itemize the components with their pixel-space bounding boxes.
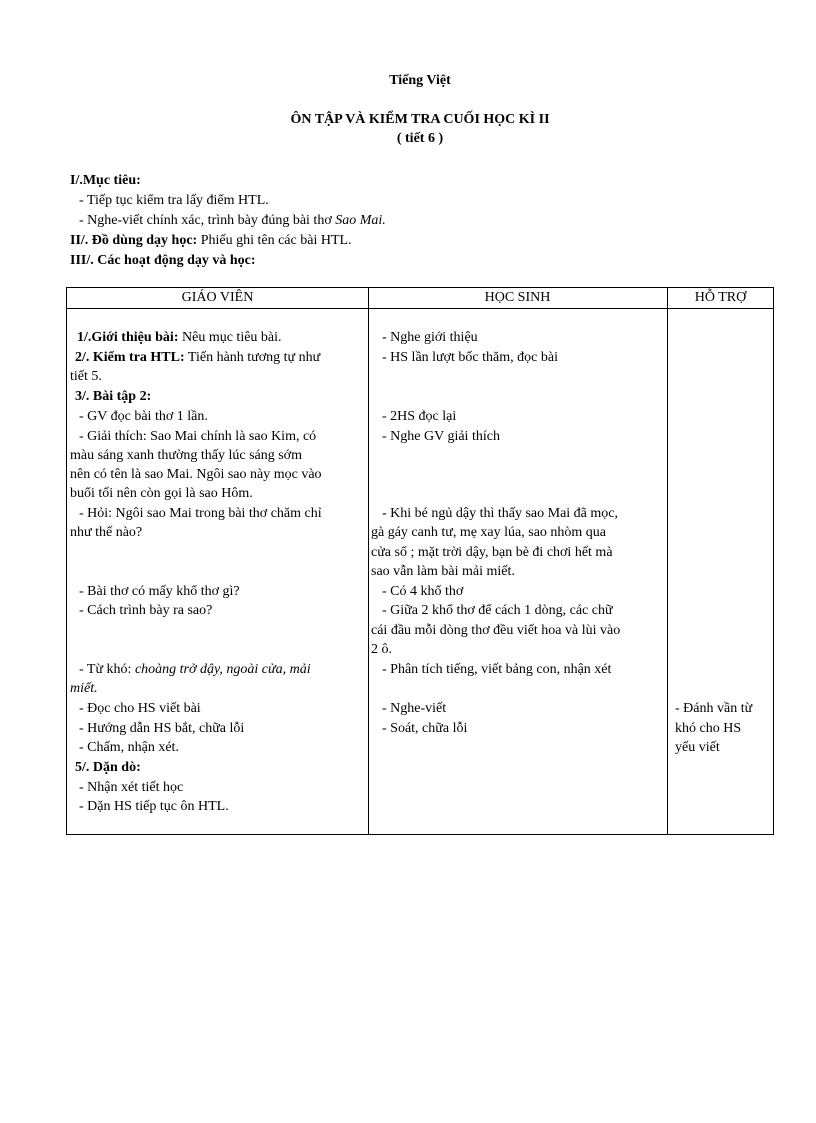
- teacher-line: buổi tối nên còn gọi là sao Hôm.: [70, 486, 253, 501]
- materials-text: Phiếu ghi tên các bài HTL.: [197, 233, 352, 248]
- teacher-line: nên có tên là sao Mai. Ngôi sao này mọc vào: [70, 467, 322, 482]
- objective-item-1: - Tiếp tục kiểm tra lấy điểm HTL.: [79, 193, 269, 208]
- section-3-heading: 3/. Bài tập 2:: [75, 389, 152, 404]
- teacher-line: [75, 348, 320, 368]
- student-line: - Khi bé ngủ dậy thì thấy sao Mai đã mọc,: [382, 506, 619, 521]
- section-5-heading: 5/. Dặn dò:: [75, 760, 141, 775]
- student-line: - Nghe GV giải thích: [382, 429, 500, 444]
- teacher-line: - Giải thích: Sao Mai chính là sao Kim, có: [79, 429, 317, 444]
- student-line: - HS lần lượt bốc thăm, đọc bài: [382, 350, 558, 365]
- materials-heading: II/. Đồ dùng dạy học:: [70, 233, 198, 248]
- section-1-text: Nêu mục tiêu bài.: [178, 330, 282, 345]
- teacher-line: - GV đọc bài thơ 1 lần.: [79, 409, 208, 424]
- teacher-line: như thế nào?: [70, 525, 143, 540]
- student-line: - Có 4 khổ thơ: [382, 584, 464, 599]
- header-divider: [67, 308, 773, 309]
- header-hoc-sinh: HỌC SINH: [484, 290, 551, 305]
- section-1-heading: 1/.Giới thiệu bài:: [77, 330, 179, 345]
- teacher-line: màu sáng xanh thường thấy lúc sáng sớm: [70, 448, 302, 463]
- difficult-words-cont: miết.: [70, 681, 98, 696]
- lesson-title: ÔN TẬP VÀ KIỂM TRA CUỐI HỌC KÌ II: [290, 112, 550, 127]
- teacher-line: - Bài thơ có mấy khổ thơ gì?: [79, 584, 240, 599]
- objectives-heading: I/.Mục tiêu:: [70, 173, 141, 188]
- student-line: - Nghe-viết: [382, 701, 447, 716]
- objective-item-2-text: - Nghe-viết chính xác, trình bày đúng bài thơ: [79, 213, 336, 228]
- teacher-line: - Dặn HS tiếp tục ôn HTL.: [79, 799, 229, 814]
- student-line: - Phân tích tiếng, viết bảng con, nhận xét: [382, 662, 612, 677]
- student-line: - Soát, chữa lỗi: [382, 721, 468, 736]
- teacher-line: [79, 660, 311, 680]
- activities-heading: III/. Các hoạt động dạy và học:: [70, 253, 256, 268]
- student-line: 2 ô.: [371, 642, 392, 657]
- teacher-line: tiết 5.: [70, 369, 102, 384]
- student-line: - Nghe giới thiệu: [382, 330, 478, 345]
- lesson-subtitle: ( tiết 6 ): [396, 131, 444, 146]
- column-divider: [368, 288, 369, 834]
- student-line: gà gáy canh tư, mẹ xay lúa, sao nhòm qua: [371, 525, 607, 540]
- difficult-words: choàng trở dậy, ngoài cửa, mải: [134, 662, 311, 677]
- header-ho-tro: HỖ TRỢ: [694, 290, 747, 305]
- materials-line: [70, 231, 770, 251]
- column-divider: [667, 288, 668, 834]
- difficult-words-label: - Từ khó:: [79, 662, 135, 677]
- student-line: sao vẫn làm bài mải miết.: [371, 564, 515, 579]
- section-2-heading: 2/. Kiểm tra HTL:: [75, 350, 185, 365]
- teacher-line: - Nhận xét tiết học: [79, 780, 184, 795]
- objective-item-2: [70, 211, 770, 231]
- support-line: khó cho HS: [675, 721, 742, 736]
- teacher-line: - Hướng dẫn HS bắt, chữa lỗi: [79, 721, 245, 736]
- header-giao-vien: GIÁO VIÊN: [181, 290, 254, 305]
- teacher-line: - Cách trình bày ra sao?: [79, 603, 213, 618]
- subject-heading: Tiếng Việt: [389, 73, 451, 88]
- support-line: yếu viết: [675, 740, 720, 755]
- poem-title: Sao Mai.: [335, 213, 386, 228]
- teacher-line: - Chấm, nhận xét.: [79, 740, 179, 755]
- activities-table: [66, 287, 774, 835]
- teacher-line: - Đọc cho HS viết bài: [79, 701, 201, 716]
- section-2-text: Tiến hành tương tự như: [184, 350, 321, 365]
- student-line: - 2HS đọc lại: [382, 409, 457, 424]
- student-line: cái đầu mỗi dòng thơ đều viết hoa và lùi vào: [371, 623, 621, 638]
- objectives-section: [70, 171, 770, 271]
- student-line: cửa sổ ; mặt trời dậy, bạn bè đi chơi hết mà: [371, 545, 613, 560]
- support-line: - Đánh vần từ: [675, 701, 753, 716]
- student-line: - Giữa 2 khổ thơ để cách 1 dòng, các chữ: [382, 603, 613, 618]
- teacher-line: - Hỏi: Ngôi sao Mai trong bài thơ chăm chỉ: [79, 506, 322, 521]
- teacher-line: [77, 328, 282, 348]
